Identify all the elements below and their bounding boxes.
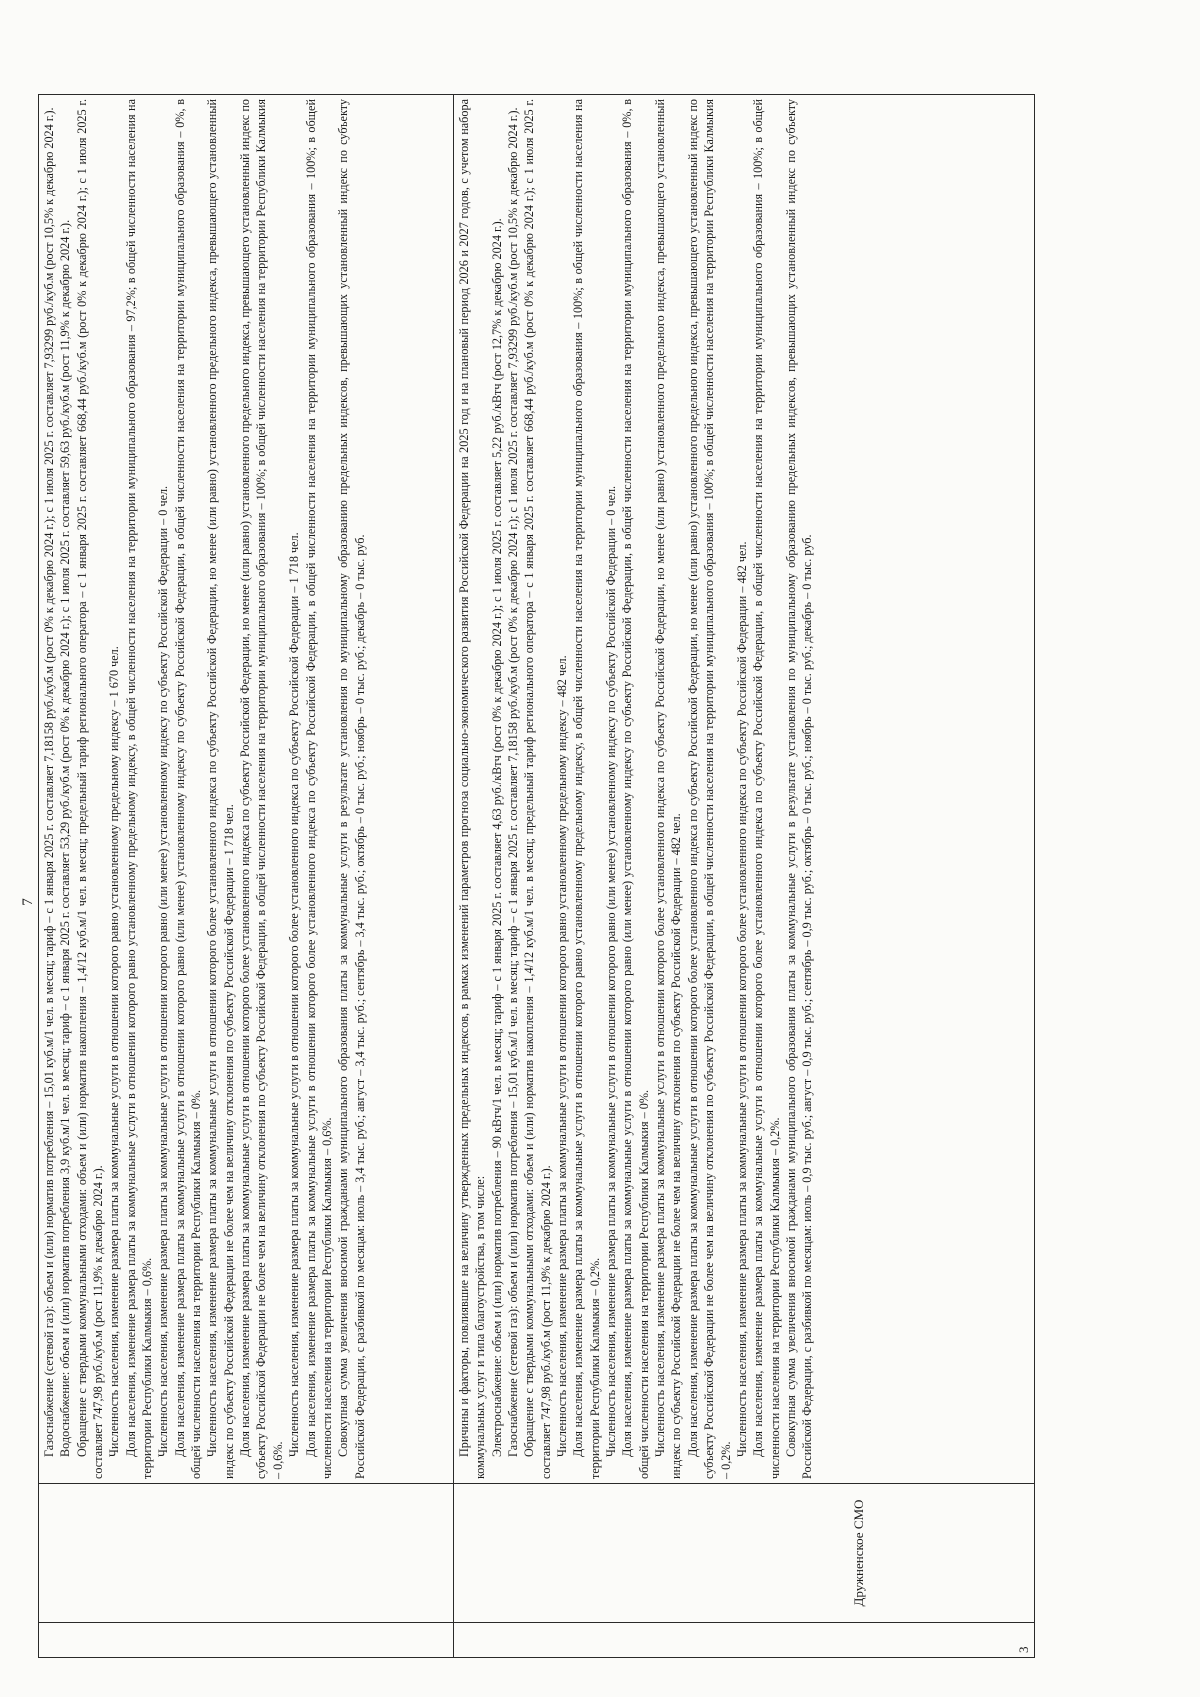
municipality-name-cell xyxy=(454,1484,1035,1623)
paragraph: Численность населения, изменение размера платы за коммунальные услуги в отношении которого более установленного индекса по субъекту Российской Федерации – 482 чел. xyxy=(734,541,749,1457)
page-number: 7 xyxy=(20,898,36,906)
paragraph: Численность населения, изменение размера платы за коммунальные услуги в отношении которого равно (или менее) установленному индексу по субъекту Российской Федерации – 0 чел. xyxy=(156,485,171,1457)
document-table xyxy=(38,94,1035,1658)
paragraph: Электроснабжение: объем и (или) норматив потребления – 90 кВтч/1 чел. в месяц; тариф – с 1 января 2025 г. составляет 4,63 руб./кВтч (рост 0% к декабрю 2024 г.); с 1 июля 2025 г. составляет 5,22 руб./кВтч (рост 12,7% к декабрю 2024 г.). xyxy=(489,218,504,1457)
paragraph: Газоснабжение (сетевой газ): объем и (или) норматив потребления – 15,01 куб.м/1 чел. в месяц; тариф – с 1 января 2025 г. составляет 7,18158 руб./куб.м (рост 0% к декабрю 2024 г.); с 1 июля 2025 г. составляет 7,93299 руб./куб.м (рост 10,5% к декабрю 2024 г.). xyxy=(42,107,56,1457)
paragraph: Доля населения, изменение размера платы за коммунальные услуги в отношении которого более установленного индекса по субъекту Российской Федерации, в общей численности населения на территории муниципального образования – 100%; в общей численности населения на территории Республики Калмыкия – 0,2%. xyxy=(751,99,782,1479)
paragraph: Газоснабжение (сетевой газ): объем и (или) норматив потребления – 15,01 куб.м/1 чел. в месяц; тариф – с 1 января 2025 г. составляет 7,18158 руб./куб.м (рост 0% к декабрю 2024 г.); с 1 июля 2025 г. составляет 7,93299 руб./куб.м (рост 10,5% к декабрю 2024 г.). xyxy=(506,107,521,1457)
paragraph: Обращение с твердыми коммунальными отходами: объем и (или) норматив накопления – 1,4/12 куб.м/1 чел. в месяц; предельный тариф регионального оператора – с 1 января 2025 г. составляет 668,44 руб./куб.м (рост 0% к декабрю 2024 г.); с 1 июля 2025 г. составляет 747,98 руб./куб.м (рост 11,9% к декабрю 2024 г.). xyxy=(74,99,106,1479)
row-number-cell xyxy=(454,1623,1035,1658)
paragraph: Водоснабжение: объем и (или) норматив потребления 3,9 куб.м/1 чел. в месяц; тариф – с 1 января 2025 г. составляет 53,29 руб./куб.м (рост 0% к декабрю 2024 г.); с 1 июля 2025 г. составляет 59,63 руб./куб.м (рост 11,9% к декабрю 2024 г.). xyxy=(58,219,73,1457)
description-cell xyxy=(39,95,454,1484)
paragraph: Доля населения, изменение размера платы за коммунальные услуги в отношении которого более установленного индекса по субъекту Российской Федерации, в общей численности населения на территории муниципального образования – 100%; в общей численности населения на территории Республики Калмыкия – 0,6%. xyxy=(303,99,334,1479)
paragraph: Численность населения, изменение размера платы за коммунальные услуги в отношении которого более установленного индекса по субъекту Российской Федерации – 1 718 чел. xyxy=(287,532,302,1457)
paragraph: Численность населения, изменение размера платы за коммунальные услуги в отношении которого более установленного индекса по субъекту Российской Федерации, но менее (или равно) установленного предельного индекса, превышающего установленный индекс по субъекту Российской Федерации не более чем на величину отклонения по субъекту Российской Федерации – 1 718 чел. xyxy=(205,99,236,1479)
paragraph: Доля населения, изменение размера платы за коммунальные услуги в отношении которого равно (или менее) установленному индексу по субъекту Российской Федерации, в общей численности населения на территории муниципального образования – 0%, в общей численности населения на территории Республики Калмыкия – 0%. xyxy=(620,99,651,1479)
paragraph: Доля населения, изменение размера платы за коммунальные услуги в отношении которого равно (или менее) установленному индексу по субъекту Российской Федерации, в общей численности населения на территории муниципального образования – 0%, в общей численности населения на территории Республики Калмыкия – 0%. xyxy=(172,99,204,1479)
paragraph: Доля населения, изменение размера платы за коммунальные услуги в отношении которого равно установленному предельному индексу, в общей численности населения на территории муниципального образования – 97,2%; в общей численности населения на территории Республики Калмыкия – 0,6%. xyxy=(123,99,155,1479)
paragraph: Численность населения, изменение размера платы за коммунальные услуги в отношении которого равно (или менее) установленному индексу по субъекту Российской Федерации – 0 чел. xyxy=(604,485,619,1457)
paragraph: Численность населения, изменение размера платы за коммунальные услуги в отношении которого равно установленному предельному индексу – 1 670 чел. xyxy=(107,646,122,1457)
municipality-name-cell xyxy=(39,1484,454,1623)
row-number-cell xyxy=(39,1623,454,1658)
paragraph: Совокупная сумма увеличения вносимой гражданами муниципального образования платы за коммунальные услуги в результате установления по муниципальному образованию предельных индексов, превышающих установленный индекс по субъекту Российской Федерации, с разбивкой по месяцам: июль – 0,9 тыс. руб.; август – 0,9 тыс. руб.; сентябрь – 0,9 тыс. руб.; октябрь – 0 тыс. руб.; ноябрь – 0 тыс. руб.; декабрь – 0 тыс. руб. xyxy=(783,99,815,1479)
table-row xyxy=(454,95,1035,1658)
paragraph: Обращение с твердыми коммунальными отходами: объем и (или) норматив накопления – 1,4/12 куб.м/1 чел. в месяц; предельный тариф регионального оператора – с 1 января 2025 г. составляет 668,44 руб./куб.м (рост 0% к декабрю 2024 г.); с 1 июля 2025 г. составляет 747,98 руб./куб.м (рост 11,9% к декабрю 2024 г.). xyxy=(522,99,553,1479)
paragraph: Доля населения, изменение размера платы за коммунальные услуги в отношении которого равно установленному предельному индексу, в общей численности населения на территории муниципального образования – 100%; в общей численности населения на территории Республики Калмыкия – 0,2%. xyxy=(571,99,602,1479)
paragraph: Доля населения, изменение размера платы за коммунальные услуги в отношении которого более установленного индекса по субъекту Российской Федерации, но менее (или равно) установленного предельного индекса, превышающего установленный индекс по субъекту Российской Федерации не более чем на величину отклонения по субъекту Российской Федерации, в общей численности населения на территории муниципального образования – 100%; в общей численности населения на территории Республики Калмыкия – 0,2%. xyxy=(685,99,733,1479)
paragraph: Численность населения, изменение размера платы за коммунальные услуги в отношении которого равно установленному предельному индексу – 482 чел. xyxy=(555,655,570,1457)
table-row xyxy=(39,95,454,1658)
municipality-name: Дружненское СМО xyxy=(851,1499,866,1607)
paragraph: Совокупная сумма увеличения вносимой гражданами муниципального образования платы за коммунальные услуги в результате установления по муниципальному образованию предельных индексов, превышающих установленный индекс по субъекту Российской Федерации, с разбивкой по месяцам: июль – 3,4 тыс. руб.; август – 3,4 тыс. руб.; сентябрь – 3,4 тыс. руб.; октябрь – 0 тыс. руб.; ноябрь – 0 тыс. руб.; декабрь – 0 тыс. руб. xyxy=(336,99,367,1479)
rotated-document-page xyxy=(8,99,1098,1682)
row-number: 3 xyxy=(1016,1646,1031,1653)
paragraph: Численность населения, изменение размера платы за коммунальные услуги в отношении которого более установленного индекса по субъекту Российской Федерации, но менее (или равно) установленного предельного индекса, превышающего установленный индекс по субъекту Российской Федерации не более чем на величину отклонения по субъекту Российской Федерации – 482 чел. xyxy=(653,99,684,1479)
paragraph: Причины и факторы, повлиявшие на величину утвержденных предельных индексов, в рамках изменений параметров прогноза социально-экономического развития Российской Федерации на 2025 год и на плановый период 2026 и 2027 годов, с учетом набора коммунальных услуг и типа благоустройства, в том числе: xyxy=(457,99,488,1479)
paragraph: Доля населения, изменение размера платы за коммунальные услуги в отношении которого более установленного индекса по субъекту Российской Федерации, но менее (или равно) установленного предельного индекса, превышающего установленный индекс по субъекту Российской Федерации не более чем на величину отклонения по субъекту Российской Федерации, в общей численности населения на территории муниципального образования – 100%; в общей численности населения на территории Республики Калмыкия – 0,6%. xyxy=(238,99,285,1479)
description-cell xyxy=(454,95,1035,1484)
